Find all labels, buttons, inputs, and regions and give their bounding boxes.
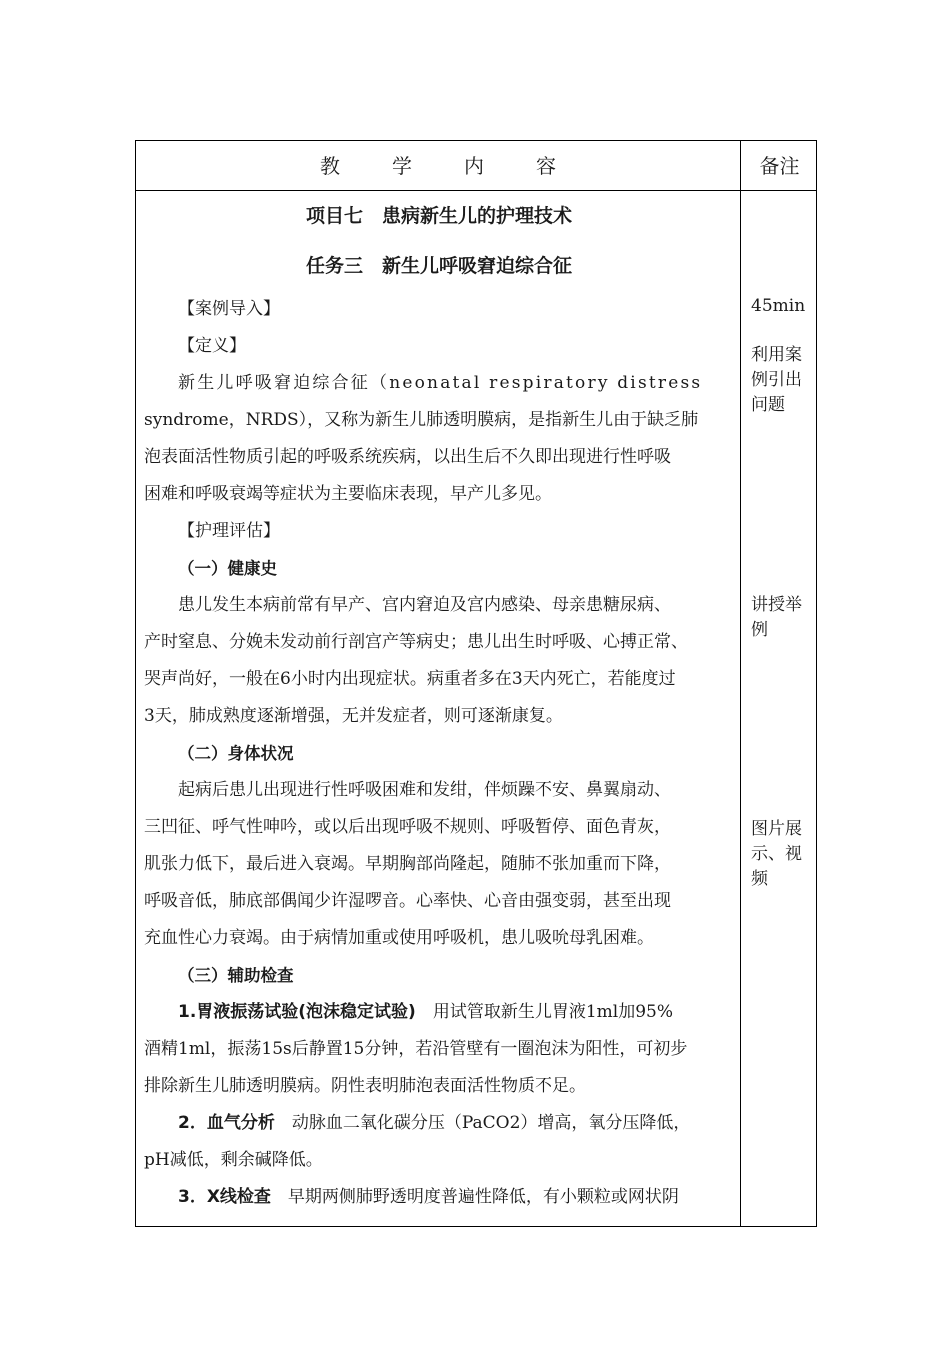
physical-line: 肌张力低下，最后进入衰竭。早期胸部尚隆起，随肺不张加重而下降，	[144, 854, 671, 874]
test3-label: 3．X线检查	[178, 1187, 271, 1207]
physical-line: 充血性心力衰竭。由于病情加重或使用呼吸机，患儿吸吮母乳困难。	[144, 928, 654, 948]
header-content-column: 教 学 内 容	[320, 154, 556, 178]
nursing-assessment-heading: 【护理评估】	[178, 521, 280, 541]
note-lecture: 讲授举例	[751, 595, 802, 640]
note-case-intro: 利用案例引出问题	[751, 345, 802, 415]
history-line: 患儿发生本病前常有早产、宫内窘迫及宫内感染、母亲患糖尿病、	[178, 595, 671, 615]
project-title: 项目七 患病新生儿的护理技术	[305, 205, 572, 227]
definition-line: syndrome，NRDS），又称为新生儿肺透明膜病，是指新生儿由于缺乏肺	[144, 410, 699, 430]
test1-line: 酒精1ml，振荡15s后静置15分钟，若沿管壁有一圈泡沫为阳性，可初步	[144, 1039, 688, 1059]
aux-exam-heading: （三）辅助检查	[178, 966, 294, 985]
definition-line: 新生儿呼吸窘迫综合征（neonatal respiratory distress	[178, 373, 703, 393]
test2-label: 2．血气分析	[178, 1113, 275, 1133]
test2-line: pH减低，剩余碱降低。	[144, 1150, 323, 1170]
physical-line: 起病后患儿出现进行性呼吸困难和发绀，伴烦躁不安、鼻翼扇动、	[178, 780, 671, 800]
history-heading: （一）健康史	[178, 559, 277, 578]
test1-line: 排除新生儿肺透明膜病。阴性表明肺泡表面活性物质不足。	[144, 1076, 586, 1096]
test1-line: 1.胃液振荡试验(泡沫稳定试验) 用试管取新生儿胃液1ml加95%	[178, 1002, 673, 1022]
physical-line: 呼吸音低，肺底部偶闻少许湿啰音。心率快、心音由强变弱，甚至出现	[144, 891, 671, 911]
case-intro-heading: 【案例导入】	[178, 299, 280, 319]
definition-line: 困难和呼吸衰竭等症状为主要临床表现，早产儿多见。	[144, 484, 552, 504]
physical-heading: （二）身体状况	[178, 744, 294, 763]
test2-line: 2．血气分析 动脉血二氧化碳分压（PaCO2）增高，氧分压降低，	[178, 1113, 691, 1133]
history-line: 产时窒息、分娩未发动前行剖宫产等病史；患儿出生时呼吸、心搏正常、	[144, 632, 688, 652]
definition-line: 泡表面活性物质引起的呼吸系统疾病，以出生后不久即出现进行性呼吸	[144, 447, 671, 467]
definition-heading: 【定义】	[178, 336, 246, 356]
task-title: 任务三 新生儿呼吸窘迫综合征	[305, 255, 572, 277]
physical-line: 三凹征、呼气性呻吟，或以后出现呼吸不规则、呼吸暂停、面色青灰，	[144, 817, 671, 837]
history-line: 3天，肺成熟度逐渐增强，无并发症者，则可逐渐康复。	[144, 706, 563, 726]
teaching-content	[144, 191, 734, 1216]
test3-line: 3．X线检查 早期两侧肺野透明度普遍性降低，有小颗粒或网状阴	[178, 1187, 679, 1207]
header-notes-column: 备注	[759, 154, 800, 178]
history-line: 哭声尚好，一般在6小时内出现症状。病重者多在3天内死亡，若能度过	[144, 669, 676, 689]
lesson-table	[135, 140, 817, 1227]
note-media: 图片展示、视频	[751, 819, 802, 889]
test1-label: 1.胃液振荡试验(泡沫稳定试验)	[178, 1002, 416, 1022]
column-divider	[740, 141, 741, 1226]
note-duration: 45min	[751, 296, 806, 316]
